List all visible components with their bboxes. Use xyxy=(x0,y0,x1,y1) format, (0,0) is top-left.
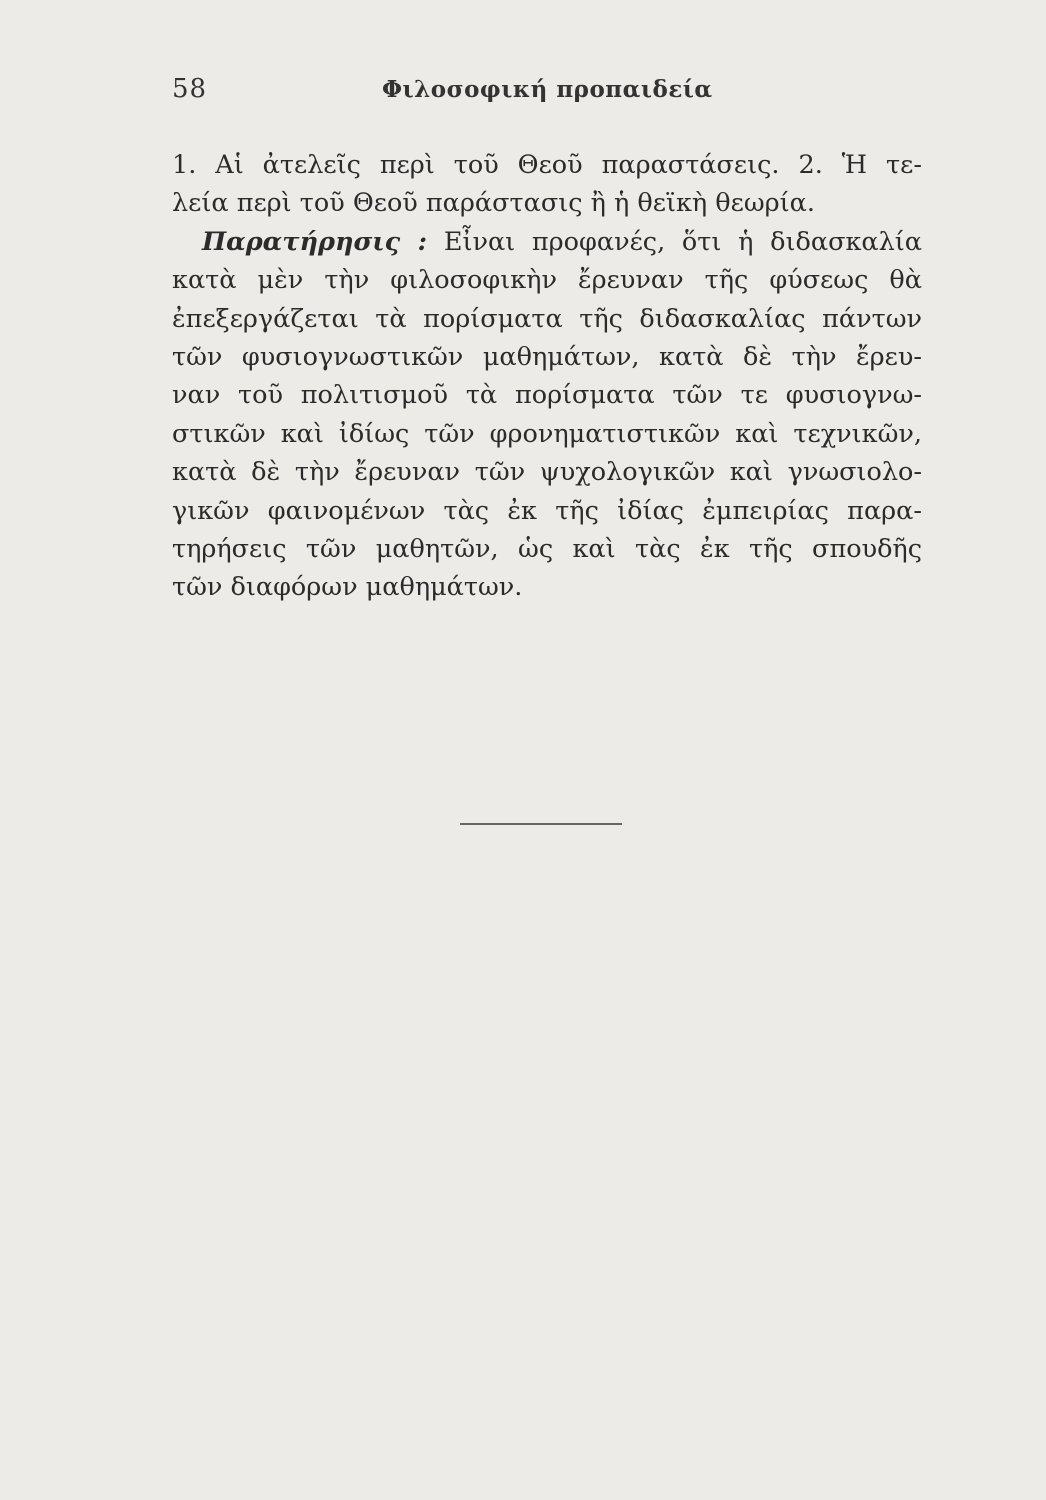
remark-text: Εἶναι προφανές, ὅτι ἡ διδασκαλία xyxy=(443,226,923,257)
text-line: τῶν φυσιογνωστικῶν μαθημάτων, κατὰ δὲ τὴν ἔρευ- xyxy=(172,341,922,372)
running-title: Φιλοσοφική προπαιδεία xyxy=(382,76,713,103)
text-line: στικῶν καὶ ἰδίως τῶν φρονηματιστικῶν καὶ τεχνικῶν, xyxy=(172,418,922,449)
text-line: 1. Αἱ ἀτελεῖς περὶ τοῦ Θεοῦ παραστάσεις. 2. Ἡ τε- xyxy=(172,150,922,180)
remark-label: Παρατήρησις : xyxy=(202,226,428,257)
text-line: κατὰ μὲν τὴν φιλοσοφικὴν ἔρευναν τῆς φύσεως θὰ xyxy=(172,265,922,296)
text-line: τηρήσεις τῶν μαθητῶν, ὡς καὶ τὰς ἐκ τῆς σπουδῆς xyxy=(172,533,922,564)
remark-line xyxy=(172,223,922,261)
text-line: λεία περὶ τοῦ Θεοῦ παράστασις ἢ ἡ θεϊκὴ θεωρία. xyxy=(172,188,815,219)
text-line: ἐπεξεργάζεται τὰ πορίσματα τῆς διδασκαλίας πάντων xyxy=(172,303,922,334)
page-number: 58 xyxy=(172,74,208,104)
text-line: γικῶν φαινομένων τὰς ἐκ τῆς ἰδίας ἐμπειρίας παρα- xyxy=(172,495,922,526)
text-line: τῶν διαφόρων μαθημάτων. xyxy=(172,572,523,603)
body-paragraphs xyxy=(172,146,922,607)
section-divider xyxy=(460,823,622,825)
text-line: ναν τοῦ πολιτισμοῦ τὰ πορίσματα τῶν τε φυσιογνω- xyxy=(172,380,922,411)
running-head xyxy=(172,74,912,114)
text-line: κατὰ δὲ τὴν ἔρευναν τῶν ψυχολογικῶν καὶ γνωσιολο- xyxy=(172,457,922,488)
